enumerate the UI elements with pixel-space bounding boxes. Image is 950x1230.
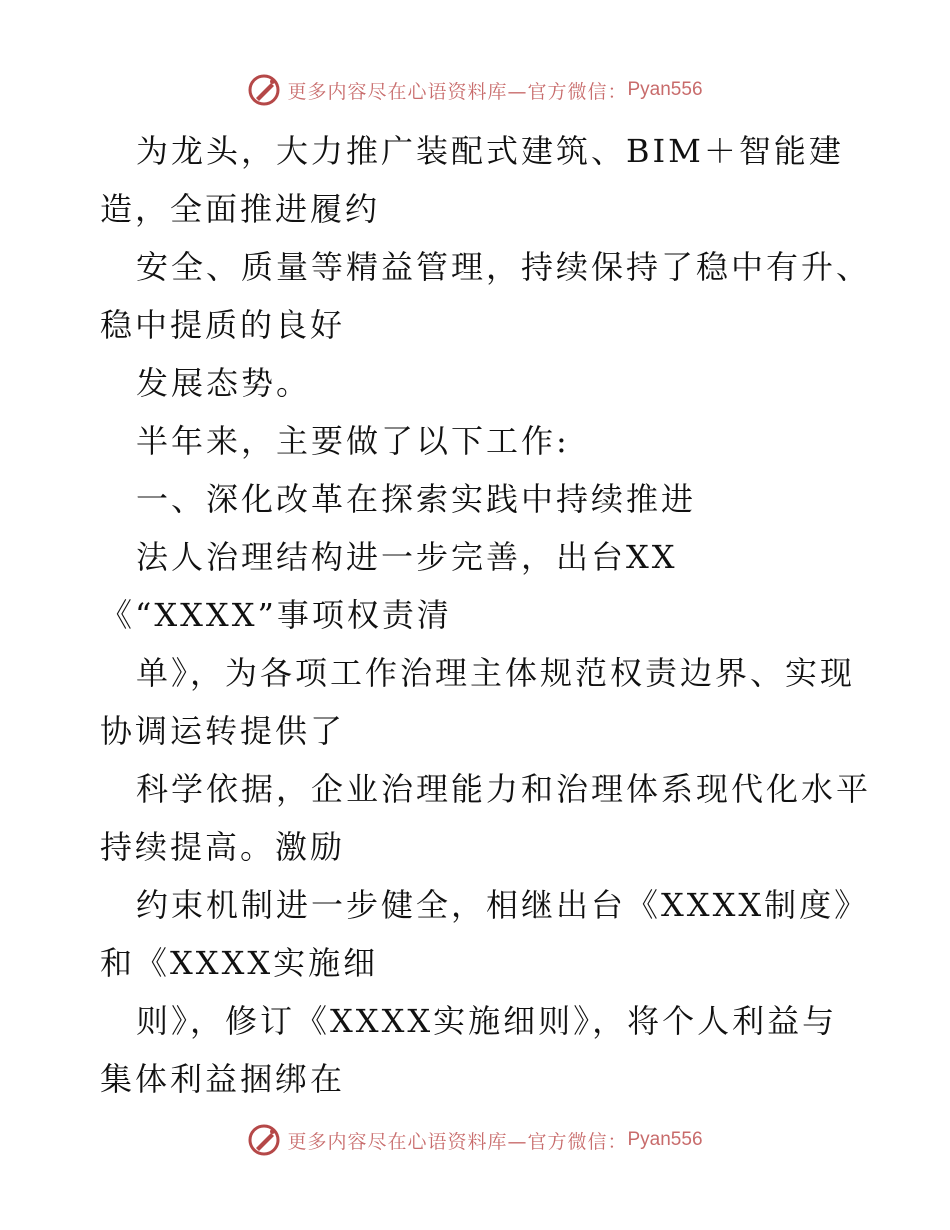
text-line: 半年来，主要做了以下工作:	[136, 422, 570, 460]
text-line: 《“XXXX”事项权责清	[100, 596, 452, 634]
document-body	[100, 122, 872, 1108]
watermark-logo-icon	[247, 1123, 281, 1157]
text-line: 造，全面推进履约	[100, 190, 381, 228]
text-line: 和《XXXX实施细	[100, 944, 379, 982]
text-line: 稳中提质的良好	[100, 306, 346, 344]
text-line: 单》，为各项工作治理主体规范权责边界、实现	[136, 654, 856, 692]
watermark-text: 更多内容尽在心语资料库—官方微信：	[287, 80, 628, 103]
watermark-handle: Pyan556	[627, 1129, 703, 1150]
watermark-handle: Pyan556	[627, 79, 703, 100]
text-line: 法人治理结构进一步完善，出台XX	[136, 538, 678, 576]
text-line: 持续提高。激励	[100, 828, 346, 866]
footer-watermark	[0, 1120, 950, 1160]
watermark-logo-icon	[247, 73, 281, 107]
text-line: 约束机制进一步健全，相继出台《XXXX制度》	[136, 886, 870, 924]
text-line: 为龙头，大力推广装配式建筑、BIM＋智能建	[136, 132, 844, 170]
header-watermark	[0, 70, 950, 110]
text-line: 发展态势。	[136, 364, 312, 402]
text-line: 则》，修订《XXXX实施细则》，将个人利益与	[136, 1002, 838, 1040]
watermark-text: 更多内容尽在心语资料库—官方微信：	[287, 1130, 628, 1153]
section-heading: 一、深化改革在探索实践中持续推进	[136, 480, 697, 518]
text-line: 集体利益捆绑在	[100, 1060, 346, 1098]
text-line: 科学依据，企业治理能力和治理体系现代化水平	[136, 770, 872, 808]
text-line: 协调运转提供了	[100, 712, 346, 750]
text-line: 安全、质量等精益管理，持续保持了稳中有升、	[136, 248, 872, 286]
